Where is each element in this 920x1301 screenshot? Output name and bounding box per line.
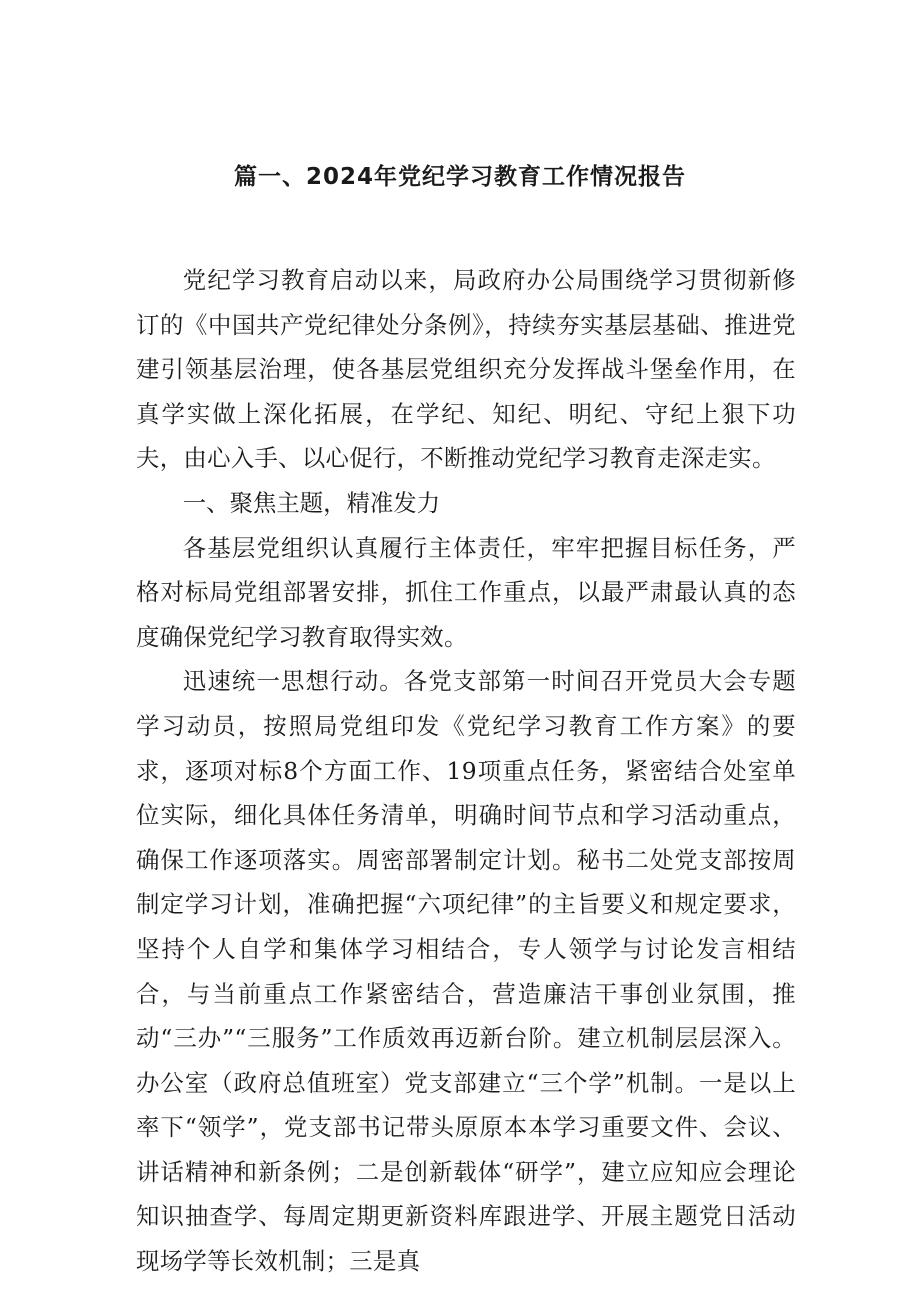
document-title: 篇一、2024年党纪学习教育工作情况报告: [233, 164, 686, 190]
intro-paragraph: 党纪学习教育启动以来，局政府办公局围绕学习贯彻新修订的《中国共产党纪律处分条例》，持续夯实基层基础、推进党建引领基层治理，使各基层党组织充分发挥战斗堡垒作用，在真学实做上深化拓展，在学纪、知纪、明纪、守纪上狠下功夫，由心入手、以心促行，不断推动党纪学习教育走深走实。: [136, 266, 796, 473]
section-heading: 一、聚焦主题，精准发力: [182, 488, 441, 517]
section-paragraph: 各基层党组织认真履行主体责任，牢牢把握目标任务，严格对标局党组部署安排，抓住工作重点，以最严肃最认真的态度确保党纪学习教育取得实效。: [136, 533, 796, 651]
section-paragraph: 迅速统一思想行动。各党支部第一时间召开党员大会专题学习动员，按照局党组印发《党纪学习教育工作方案》的要求，逐项对标8个方面工作、19项重点任务，紧密结合处室单位实际，细化具体任务清单，明确时间节点和学习活动重点，确保工作逐项落实。周密部署制定计划。秘书二处党支部按周制定学习计划，准确把握“六项纪律”的主旨要义和规定要求，坚持个人自学和集体学习相结合，专人领学与讨论发言相结合，与当前重点工作紧密结合，营造廉洁干事创业氛围，推动“三办”“三服务”工作质效再迈新台阶。建立机制层层深入。办公室（政府总值班室）党支部建立“三个学”机制。一是以上率下“领学”，党支部书记带头原原本本学习重要文件、会议、讲话精神和新条例；二是创新载体“研学”，建立应知应会理论知识抽查学、每周定期更新资料库跟进学、开展主题党日活动现场学等长效机制；三是真: [136, 667, 796, 1276]
document-body: [136, 258, 796, 1284]
